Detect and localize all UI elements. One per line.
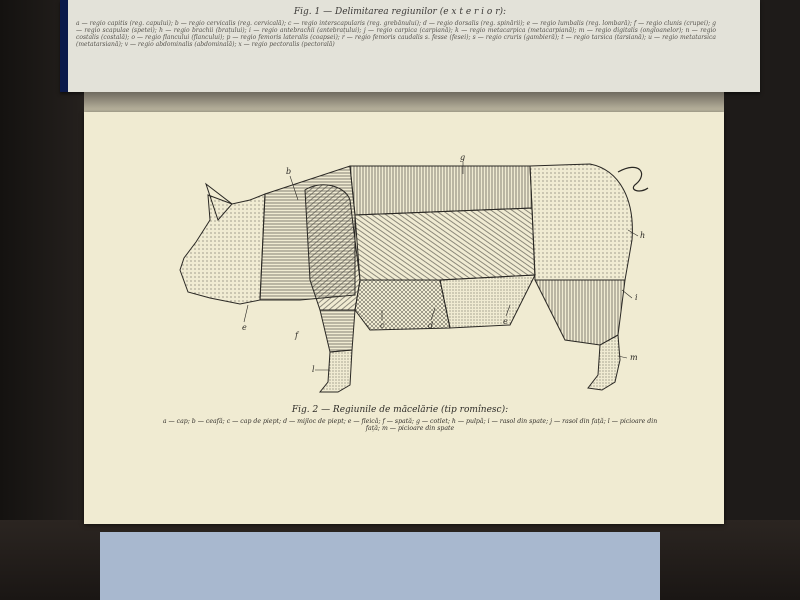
region-belly <box>355 208 535 280</box>
fig2-title: Fig. 2 — Regiunile de măcelărie (tip romînesc): <box>291 405 509 415</box>
fig1-legend: a — regio capitis (reg. capului); b — regio cervicalis (reg. cervicală); c — regio interscapularis (reg. grebănului); d — regio dorsalis (reg. spinării); e — regio lumbalis (reg. lombară); f — regio clunis (crupei); g — regio scapulae (spetei); h — regio brachii (brațului); i — regio antebrachii (antebrațului); j — regio carpica (carpiană); k — regio metacarpica (metacarpiană); m — regio digitalis (ongloanelor); n — regio costalis (costală); o — regio flancului (flancului); p — regio femoris lateralis (coapsei); r — regio femoris caudalis s. fesse (fesei); s — regio cruris (gambieră); t — regio tarsica (tarsiană); u — regio metatarsica (metatarsiană); v — regio abdominalis (abdominală); x — regio pectoralis (pectorală) <box>76 20 716 48</box>
label-h: h <box>640 231 646 240</box>
region-front-foot <box>320 350 352 392</box>
region-brisket <box>355 280 450 330</box>
region-head <box>180 194 265 304</box>
region-loin <box>350 166 532 215</box>
label-m: m <box>630 353 638 362</box>
region-hind-shank <box>535 280 625 345</box>
label-c: c <box>380 321 385 330</box>
blue-sheet <box>100 532 660 600</box>
fig2-legend: a — cap; b — ceafă; c — cap de piept; d — mijloc de piept; e — fleică; f — spată; g — cotlet; h — pulpă; i — rasol din spate; j — rasol din față; l — picioare din față; m — picioare din spate <box>162 418 658 433</box>
pig-butchery-diagram <box>170 153 650 410</box>
book-spine <box>60 0 68 92</box>
region-flank <box>440 275 535 328</box>
label-d: d <box>428 321 434 330</box>
label-l: l <box>312 365 315 374</box>
label-e-head: e <box>242 323 247 332</box>
region-ham <box>530 164 632 280</box>
label-f: f <box>295 331 298 340</box>
label-b: b <box>286 167 292 176</box>
label-i: i <box>635 293 638 302</box>
fig1-caption: Fig. 1 — Delimitarea regiunilor (e x t e r i o r): <box>293 7 507 17</box>
region-front-shank <box>320 310 355 352</box>
page-gutter-shadow <box>84 92 724 114</box>
label-e-flank: e <box>503 317 508 326</box>
label-g: g <box>460 153 466 162</box>
